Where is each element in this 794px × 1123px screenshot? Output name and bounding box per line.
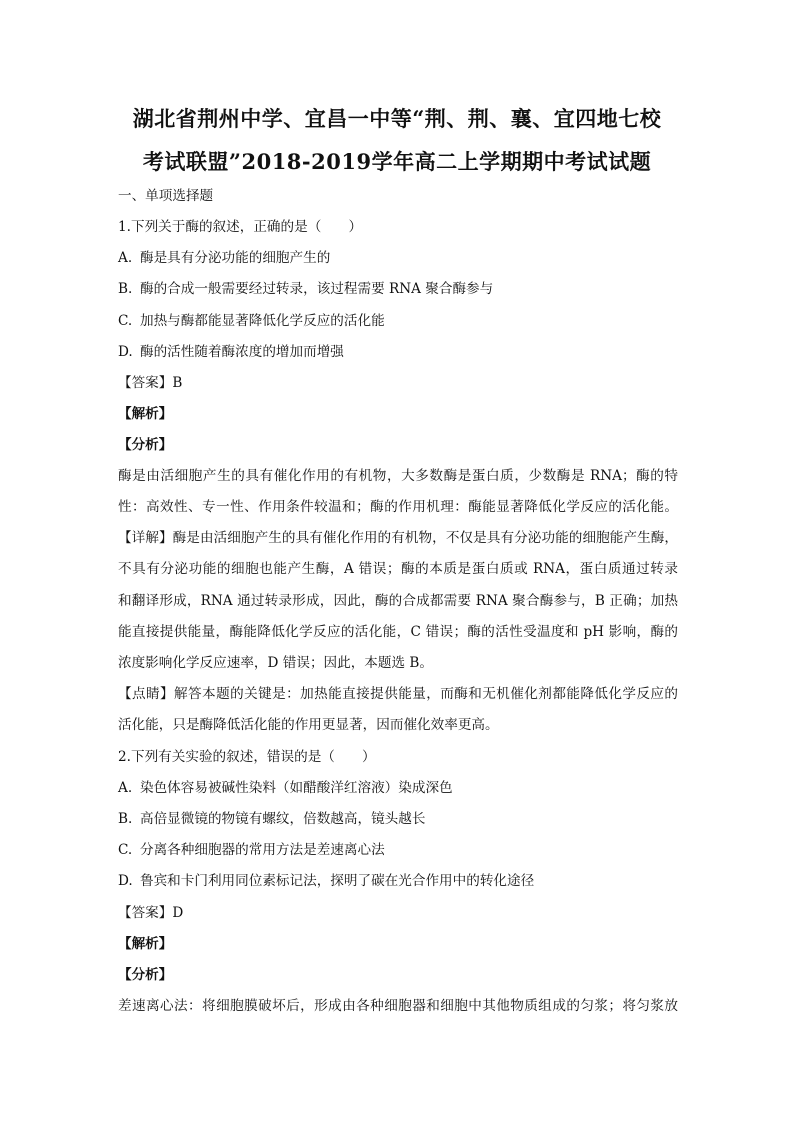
option-letter: B. — [118, 281, 133, 297]
q2-answer: 【答案】D — [118, 905, 184, 921]
document-title-line-1: 湖北省荆州中学、宜昌一中等“荆、荆、襄、宜四地七校 — [132, 106, 662, 131]
option-letter: B. — [118, 811, 133, 827]
option-letter: C. — [118, 313, 133, 329]
q2-jiexi-heading: 【解析】 — [118, 936, 173, 952]
q2-option-b — [118, 809, 678, 829]
document-title-line-2: 考试联盟”2018-2019学年高二上学期期中考试试题 — [142, 149, 652, 174]
option-letter: C. — [118, 842, 133, 858]
q1-option-c — [118, 311, 678, 331]
q1-detail-line-4: 能直接提供能量，酶能降低化学反应的活化能，C 错误；酶的活性受温度和 pH 影响，酶的 — [118, 624, 678, 640]
q1-answer: 【答案】B — [118, 375, 183, 391]
q1-option-b — [118, 279, 678, 299]
option-text: 加热与酶都能显著降低化学反应的活化能 — [140, 313, 385, 329]
q1-analysis-line-2: 性：高效性、专一性、作用条件较温和；酶的作用机理：酶能显著降低化学反应的活化能。 — [118, 499, 678, 515]
q1-jiexi-heading: 【解析】 — [118, 406, 173, 422]
q2-stem: 2.下列有关实验的叙述，错误的是（ ） — [118, 749, 376, 765]
q1-point-line-2: 活化能，只是酶降低活化能的作用更显著，因而催化效率更高。 — [118, 717, 499, 733]
q1-option-a — [118, 248, 678, 268]
option-letter: D. — [118, 344, 133, 360]
q1-analysis-line-1: 酶是由活细胞产生的具有催化作用的有机物，大多数酶是蛋白质，少数酶是 RNA；酶的特 — [118, 468, 678, 484]
option-text: 酶的活性随着酶浓度的增加而增强 — [140, 344, 344, 360]
q1-detail-line-5: 浓度影响化学反应速率，D 错误；因此，本题选 B。 — [118, 655, 433, 671]
q2-option-a — [118, 778, 678, 798]
q2-option-c — [118, 840, 678, 860]
q1-stem: 1.下列关于酶的叙述，正确的是（ ） — [118, 219, 363, 235]
q1-option-d — [118, 342, 678, 362]
q2-analysis-line-1: 差速离心法：将细胞膜破坏后，形成由各种细胞器和细胞中其他物质组成的匀浆；将匀浆放 — [118, 998, 678, 1014]
option-text: 染色体容易被碱性染料（如醋酸洋红溶液）染成深色 — [140, 780, 453, 796]
section-heading: 一、单项选择题 — [118, 188, 214, 204]
option-text: 酶的合成一般需要经过转录，该过程需要 RNA 聚合酶参与 — [140, 281, 494, 297]
q1-detail-line-3: 和翻译形成，RNA 通过转录形成，因此，酶的合成都需要 RNA 聚合酶参与，B 正确；加热 — [118, 593, 678, 609]
option-letter: A. — [118, 780, 133, 796]
q1-detail-line-1: 【详解】酶是由活细胞产生的具有催化作用的有机物，不仅是具有分泌功能的细胞能产生酶， — [118, 530, 678, 546]
option-letter: D. — [118, 873, 133, 889]
option-text: 高倍显微镜的物镜有螺纹，倍数越高，镜头越长 — [140, 811, 426, 827]
q1-fenxi-heading: 【分析】 — [118, 437, 173, 453]
q2-option-d — [118, 871, 678, 891]
option-letter: A. — [118, 250, 133, 266]
q1-point-line-1: 【点睛】解答本题的关键是：加热能直接提供能量，而酶和无机催化剂都能降低化学反应的 — [118, 686, 678, 702]
option-text: 鲁宾和卡门利用同位素标记法，探明了碳在光合作用中的转化途径 — [140, 873, 535, 889]
option-text: 酶是具有分泌功能的细胞产生的 — [140, 250, 331, 266]
q2-fenxi-heading: 【分析】 — [118, 967, 173, 983]
option-text: 分离各种细胞器的常用方法是差速离心法 — [140, 842, 385, 858]
q1-detail-line-2: 不具有分泌功能的细胞也能产生酶，A 错误；酶的本质是蛋白质或 RNA，蛋白质通过转录 — [118, 561, 678, 577]
